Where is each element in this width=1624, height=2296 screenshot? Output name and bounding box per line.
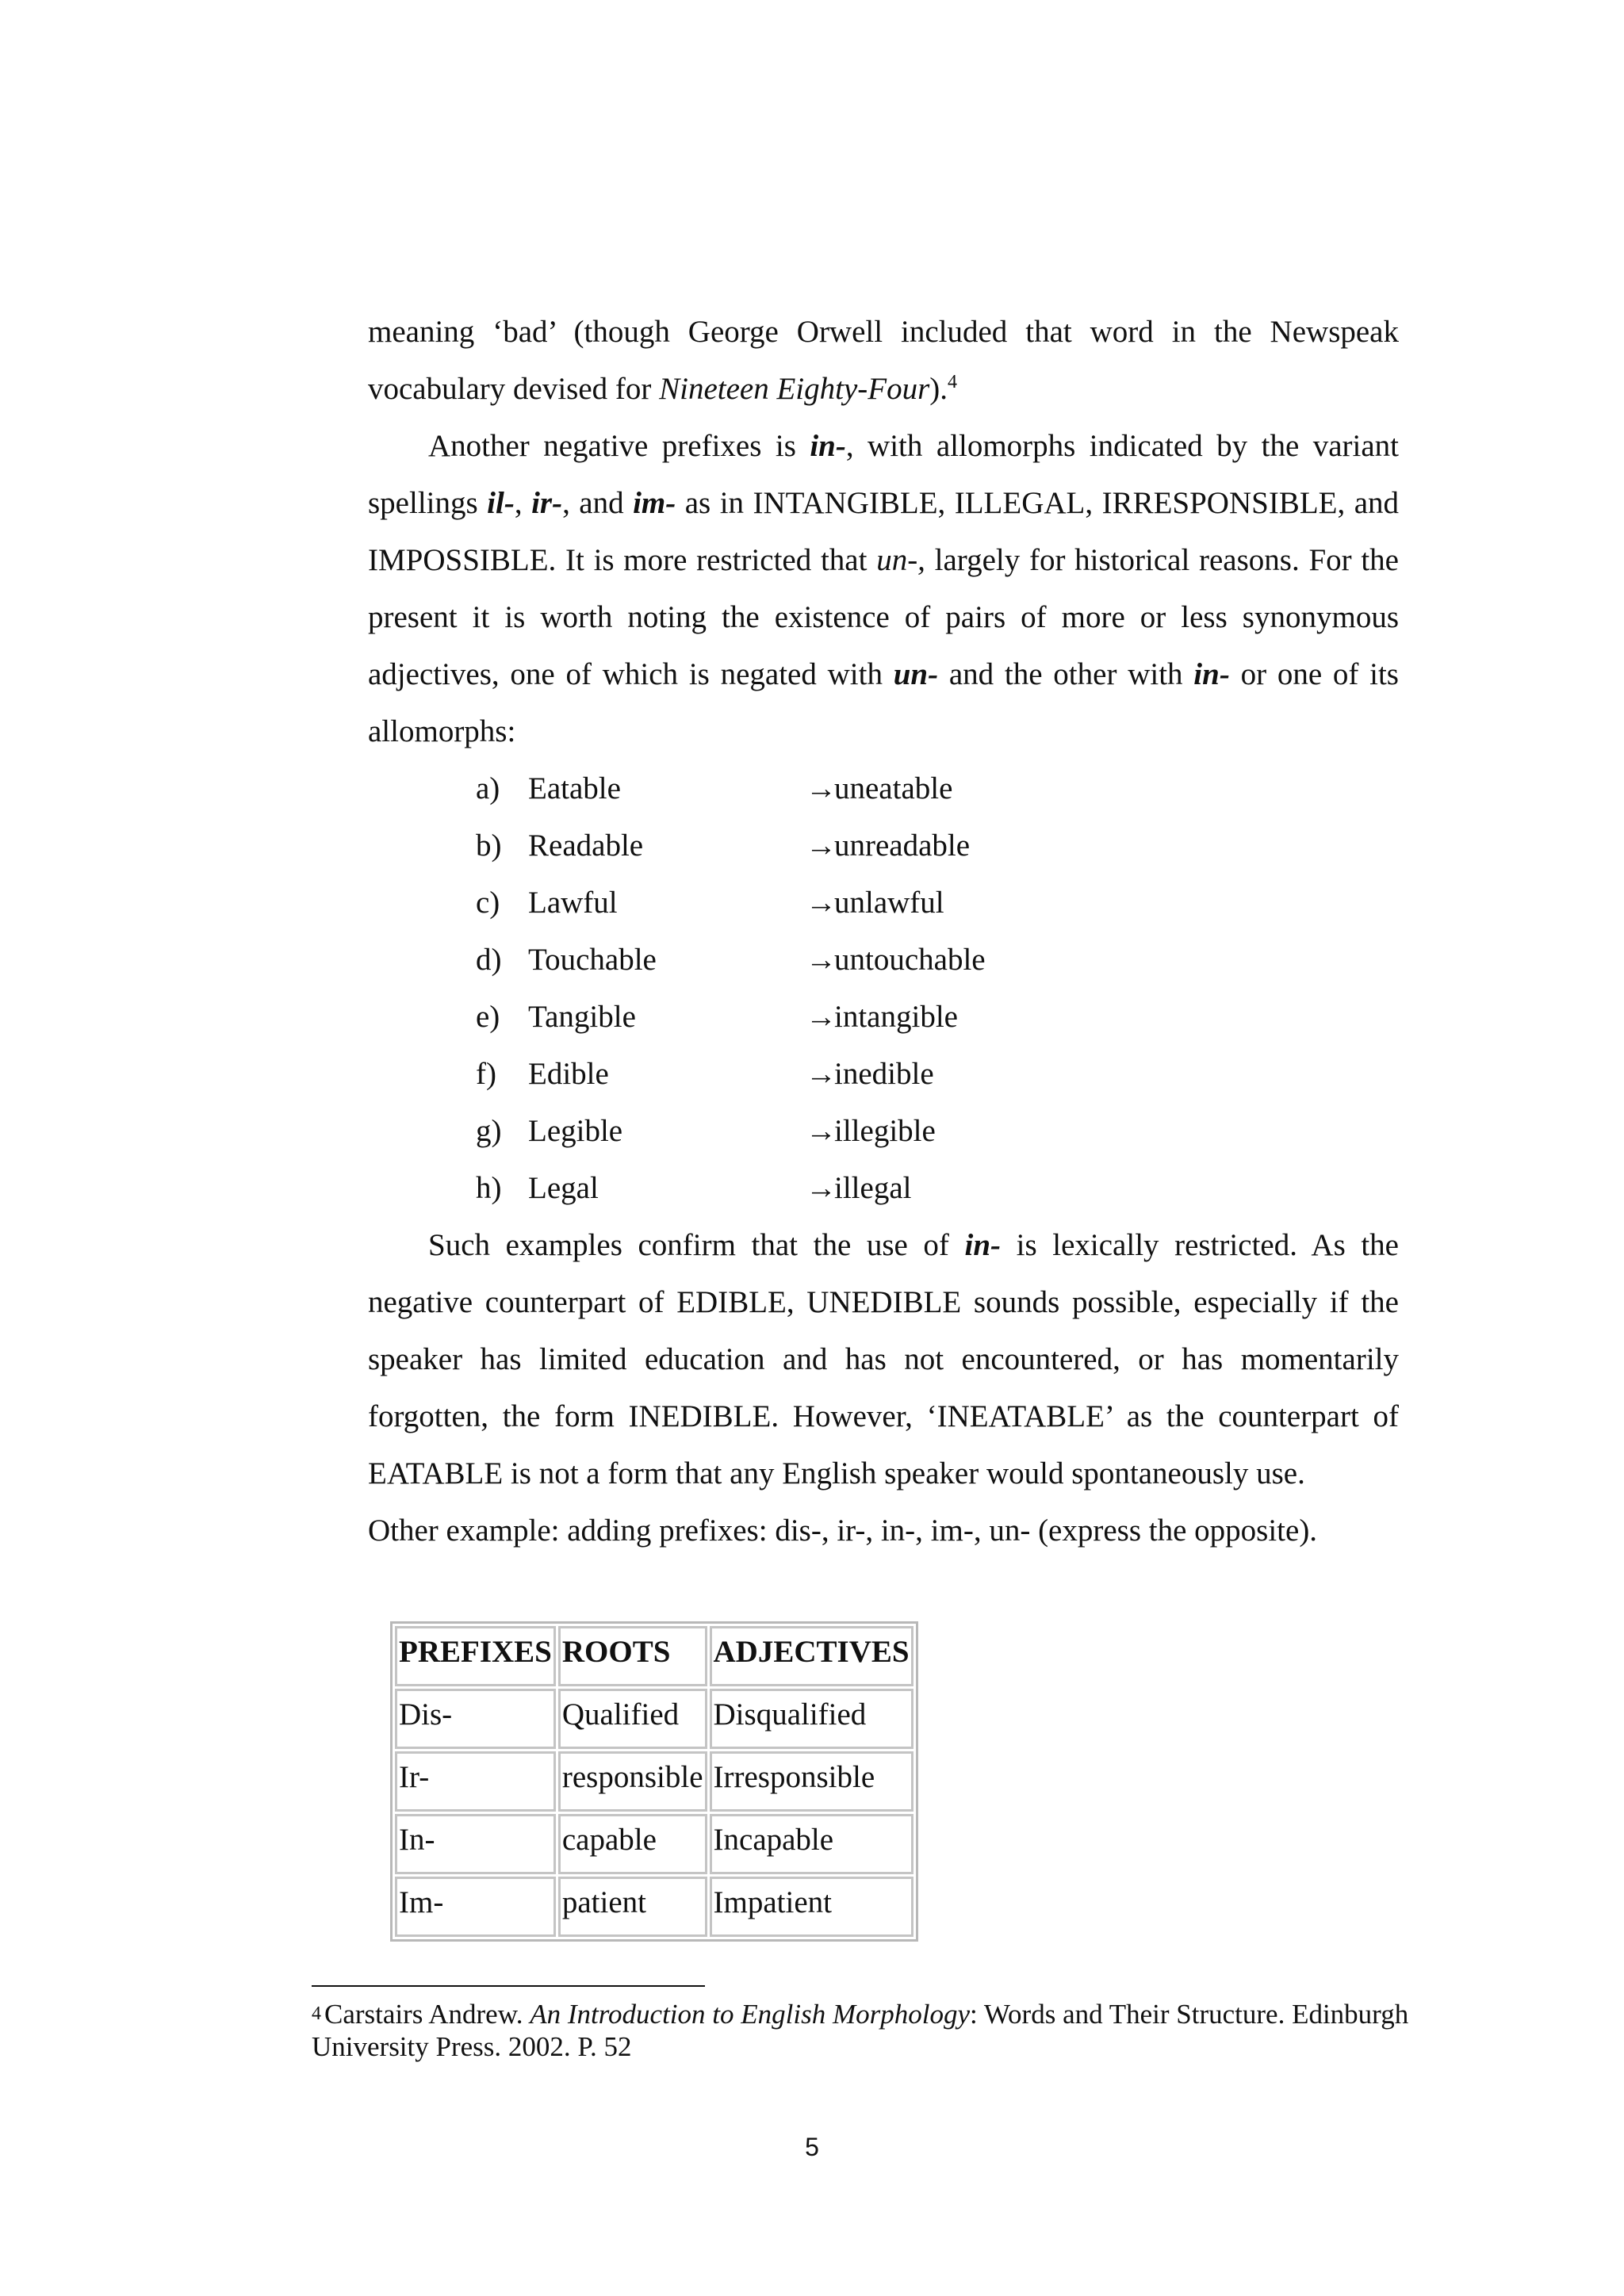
paragraph-text: or one of its allomorphs:	[368, 657, 1399, 748]
paragraph-text: as in INTANGIBLE, ILLEGAL, IRRESPONSIBLE, and IMPOSSIBLE. It is more restricted that	[368, 486, 1400, 577]
table-cell: patient	[558, 1877, 707, 1937]
paragraph-text: Other example: adding prefixes: dis-, ir-, in-, im-, un- (express the opposite).	[368, 1513, 1318, 1548]
table-cell: Incapable	[710, 1814, 914, 1874]
base-word: Touchable	[528, 943, 657, 977]
prefix-table	[390, 1621, 918, 1942]
table-cell: Ir-	[395, 1751, 556, 1812]
arrow-icon: →	[806, 886, 837, 920]
list-letter: c)	[476, 886, 500, 920]
footnote-reference: 4	[948, 372, 958, 392]
list-letter: g)	[476, 1114, 502, 1148]
footnote-divider	[312, 1985, 705, 1987]
prefix-term: un-	[893, 657, 939, 691]
list-item	[368, 760, 1399, 817]
table-cell: capable	[558, 1814, 707, 1874]
paragraph-text: Such examples confirm that the use of	[428, 1228, 965, 1262]
derived-word: inedible	[834, 1057, 934, 1091]
derived-word: untouchable	[834, 943, 986, 977]
table-row	[395, 1751, 914, 1812]
derived-word: illegal	[834, 1171, 912, 1205]
list-item	[368, 1103, 1399, 1160]
paragraph-other-example	[368, 1502, 1399, 1559]
table-cell: Dis-	[395, 1689, 556, 1749]
list-letter: a)	[476, 771, 500, 806]
table-header-row	[395, 1626, 914, 1686]
footnote-title: An Introduction to English Morphology	[530, 1999, 970, 2030]
list-letter: e)	[476, 1000, 500, 1034]
arrow-icon: →	[806, 828, 837, 863]
footnote-mark: 4	[312, 2003, 321, 2024]
column-header: ADJECTIVES	[710, 1626, 914, 1686]
paragraph-examples	[368, 1217, 1399, 1502]
table-cell: Im-	[395, 1877, 556, 1937]
arrow-icon: →	[806, 1000, 837, 1034]
list-letter: d)	[476, 943, 502, 977]
arrow-icon: →	[806, 1057, 837, 1091]
base-word: Lawful	[528, 886, 618, 920]
base-word: Legible	[528, 1114, 623, 1148]
arrow-icon: →	[806, 771, 837, 806]
table-cell: Disqualified	[710, 1689, 914, 1749]
prefix-table-container	[390, 1621, 918, 1942]
list-item	[368, 1046, 1399, 1103]
paragraph-text: , and	[562, 486, 634, 520]
derived-word: unreadable	[834, 828, 971, 863]
derived-word: unlawful	[834, 886, 944, 920]
column-header: PREFIXES	[395, 1626, 556, 1686]
body-text	[368, 304, 1399, 1559]
derived-word: illegible	[834, 1114, 936, 1148]
derived-word: intangible	[834, 1000, 958, 1034]
list-item	[368, 817, 1399, 874]
paragraph-orwell	[368, 304, 1399, 418]
prefix-term: in-	[964, 1228, 1002, 1262]
paragraph-negative-prefixes	[368, 418, 1399, 760]
arrow-icon: →	[806, 1114, 837, 1148]
footnote-text: : Words and Their Structure. Edinburgh University Press. 2002. P. 52	[312, 1999, 1409, 2062]
list-item	[368, 1160, 1399, 1217]
table-row	[395, 1689, 914, 1749]
footnote	[312, 1998, 1422, 2063]
column-header: ROOTS	[558, 1626, 707, 1686]
book-title: Nineteen Eighty-Four	[659, 372, 930, 406]
prefix-term: in-	[810, 429, 846, 463]
adjective-pair-list	[368, 760, 1399, 1217]
derived-word: uneatable	[834, 771, 953, 806]
table-row	[395, 1877, 914, 1937]
prefix-term: in-	[1193, 657, 1230, 691]
paragraph-text: , with allomorphs indicated by the variant spellings	[368, 429, 1399, 520]
arrow-icon: →	[806, 1171, 837, 1205]
base-word: Edible	[528, 1057, 609, 1091]
list-letter: b)	[476, 828, 502, 863]
paragraph-text: ,	[514, 486, 532, 520]
table-cell: Irresponsible	[710, 1751, 914, 1812]
paragraph-text: ).	[929, 372, 948, 406]
table-cell: In-	[395, 1814, 556, 1874]
prefix-term: im-	[633, 486, 676, 520]
list-letter: f)	[476, 1057, 496, 1091]
table-cell: Qualified	[558, 1689, 707, 1749]
paragraph-text: Another negative prefixes is	[428, 429, 810, 463]
base-word: Legal	[528, 1171, 599, 1205]
prefix-term: un-,	[876, 543, 925, 577]
table-cell: Impatient	[710, 1877, 914, 1937]
paragraph-text: is lexically restricted. As the negative counterpart of EDIBLE, UNEDIBLE sounds possible, especially if the speaker has limited education and has not encountered, or has momentarily forgotten, the form INEDIBLE. However, ‘INEATABLE’ as the counterpart of EATABLE is not a form that any English speaker would spontaneously use.	[368, 1228, 1399, 1490]
arrow-icon: →	[806, 943, 837, 977]
paragraph-text: and the other with	[938, 657, 1194, 691]
prefix-term: ir-	[531, 486, 563, 520]
footnote-author: Carstairs Andrew.	[324, 1999, 530, 2030]
list-item	[368, 989, 1399, 1046]
table-cell: responsible	[558, 1751, 707, 1812]
paragraph-text: meaning ‘bad’ (though George Orwell included that word in the Newspeak vocabulary devised for	[368, 315, 1399, 406]
base-word: Tangible	[528, 1000, 636, 1034]
prefix-term: il-	[487, 486, 515, 520]
paragraph-text: largely for historical reasons. For the present it is worth noting the existence of pairs of more or less synonymous adjectives, one of which is negated with	[368, 543, 1399, 691]
list-item	[368, 932, 1399, 989]
base-word: Readable	[528, 828, 644, 863]
base-word: Eatable	[528, 771, 621, 806]
list-item	[368, 874, 1399, 932]
page-number: 5	[805, 2133, 819, 2161]
list-letter: h)	[476, 1171, 502, 1205]
table-row	[395, 1814, 914, 1874]
